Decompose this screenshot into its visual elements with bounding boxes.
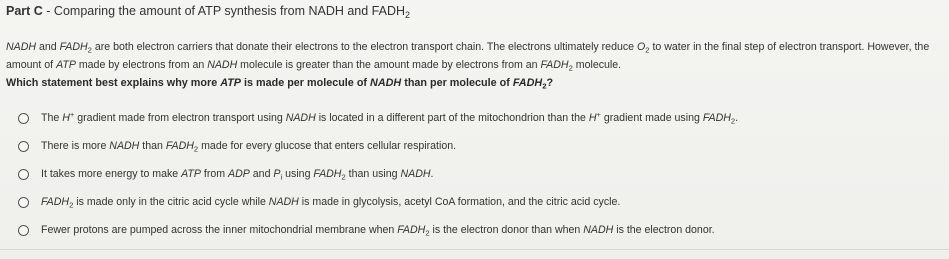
option-text: There is more	[41, 140, 110, 152]
answer-option-4[interactable]	[18, 193, 620, 211]
radio-button-option-1[interactable]	[18, 113, 29, 124]
option-text: .	[735, 112, 739, 124]
intro-term-fadh2: FADH	[540, 59, 569, 71]
option-subscript: 2	[730, 116, 736, 126]
option-subscript: 2	[69, 200, 74, 210]
answer-option-2-label	[41, 140, 456, 152]
option-term-adp: ADP	[228, 168, 250, 180]
option-term-fadh2: FADH	[165, 140, 194, 152]
option-text: gradient made using	[600, 112, 703, 124]
radio-button-option-2[interactable]	[18, 141, 29, 152]
divider	[0, 249, 949, 250]
option-text: The	[41, 112, 63, 124]
question-text: ?	[546, 77, 554, 89]
option-term-h: H	[62, 112, 70, 124]
option-text: made for every glucose that enters cellular respiration.	[198, 140, 457, 152]
radio-button-option-3[interactable]	[18, 169, 29, 180]
question-term-atp: ATP	[220, 77, 241, 89]
option-term-fadh2: FADH	[313, 168, 342, 180]
radio-button-option-5[interactable]	[18, 225, 29, 236]
intro-subscript: 2	[645, 45, 650, 55]
intro-term-nadh: NADH	[6, 41, 37, 53]
option-superscript: +	[596, 109, 601, 119]
question-term-nadh: NADH	[370, 77, 402, 89]
option-term-fadh2: FADH	[397, 224, 426, 236]
answer-option-5-label	[41, 224, 715, 236]
option-text: Fewer protons are pumped across the inner mitochondrial membrane when	[41, 224, 398, 236]
question-text: than per molecule of	[401, 77, 513, 89]
option-text: is located in a different part of the mitochondrion than the	[315, 112, 589, 124]
intro-text: molecule.	[572, 59, 622, 71]
option-text: is made only in the citric acid cycle while	[73, 196, 269, 208]
option-subscript: i	[280, 172, 283, 182]
option-term-fadh2: FADH	[41, 196, 70, 208]
intro-text: molecule is greater than the amount made by electrons from an	[237, 59, 541, 71]
question-text: Which statement best explains why more	[6, 77, 221, 89]
option-term-h: H	[588, 112, 597, 124]
option-text: It takes more energy to make	[41, 168, 182, 180]
answer-option-1[interactable]	[18, 109, 738, 127]
option-subscript: 2	[425, 228, 430, 238]
intro-text: made by electrons from an	[75, 59, 208, 71]
option-term-nadh: NADH	[583, 224, 614, 236]
intro-subscript: 2	[568, 63, 573, 73]
option-term-nadh: NADH	[109, 140, 140, 152]
question-subscript: 2	[542, 81, 547, 91]
option-term-nadh: NADH	[400, 168, 431, 180]
intro-text: are both electron carriers that donate their electrons to the electron transport chain. The electrons ultimately reduce	[91, 41, 637, 53]
option-text: is the electron donor.	[613, 224, 715, 236]
answer-option-4-label	[41, 196, 620, 208]
option-text: than	[139, 140, 166, 152]
answer-option-3[interactable]	[18, 165, 433, 183]
option-text: using	[282, 168, 314, 180]
part-label: Part C	[6, 4, 43, 18]
intro-term-atp: ATP	[56, 59, 76, 71]
option-text: .	[430, 168, 434, 180]
part-title-text: - Comparing the amount of ATP synthesis from NADH and FADH	[42, 4, 406, 18]
answer-option-3-label	[41, 168, 433, 180]
intro-subscript: 2	[87, 45, 92, 55]
option-term-nadh: NADH	[285, 112, 316, 124]
answer-option-1-label	[41, 109, 739, 126]
intro-term-o2: O	[637, 41, 646, 53]
option-text: is the electron donor than when	[429, 224, 584, 236]
option-text: is made in glycolysis, acetyl CoA formation, and the citric acid cycle.	[298, 196, 621, 208]
option-subscript: 2	[341, 172, 346, 182]
answer-option-2[interactable]	[18, 137, 456, 155]
question-text: is made per molecule of	[241, 77, 371, 89]
option-term-atp: ATP	[181, 168, 201, 180]
option-superscript: +	[69, 109, 75, 119]
option-text: from	[200, 168, 229, 180]
option-subscript: 2	[193, 144, 199, 154]
option-text: and	[249, 168, 274, 180]
intro-term-fadh2: FADH	[59, 41, 88, 53]
option-text: than using	[345, 168, 401, 180]
part-title-subscript: 2	[405, 10, 411, 21]
intro-text: to water in the final step of electron transport. However, the amount of	[6, 41, 930, 71]
radio-button-option-4[interactable]	[18, 197, 29, 208]
option-text: gradient made from electron transport using	[74, 112, 286, 124]
intro-text: and	[36, 41, 60, 53]
question-term-fadh2: FADH	[512, 77, 543, 89]
answer-option-5[interactable]	[18, 221, 715, 239]
option-term-nadh: NADH	[268, 196, 299, 208]
intro-term-nadh: NADH	[207, 59, 238, 71]
option-term-pi: P	[273, 168, 281, 180]
option-term-fadh2: FADH	[702, 112, 731, 124]
